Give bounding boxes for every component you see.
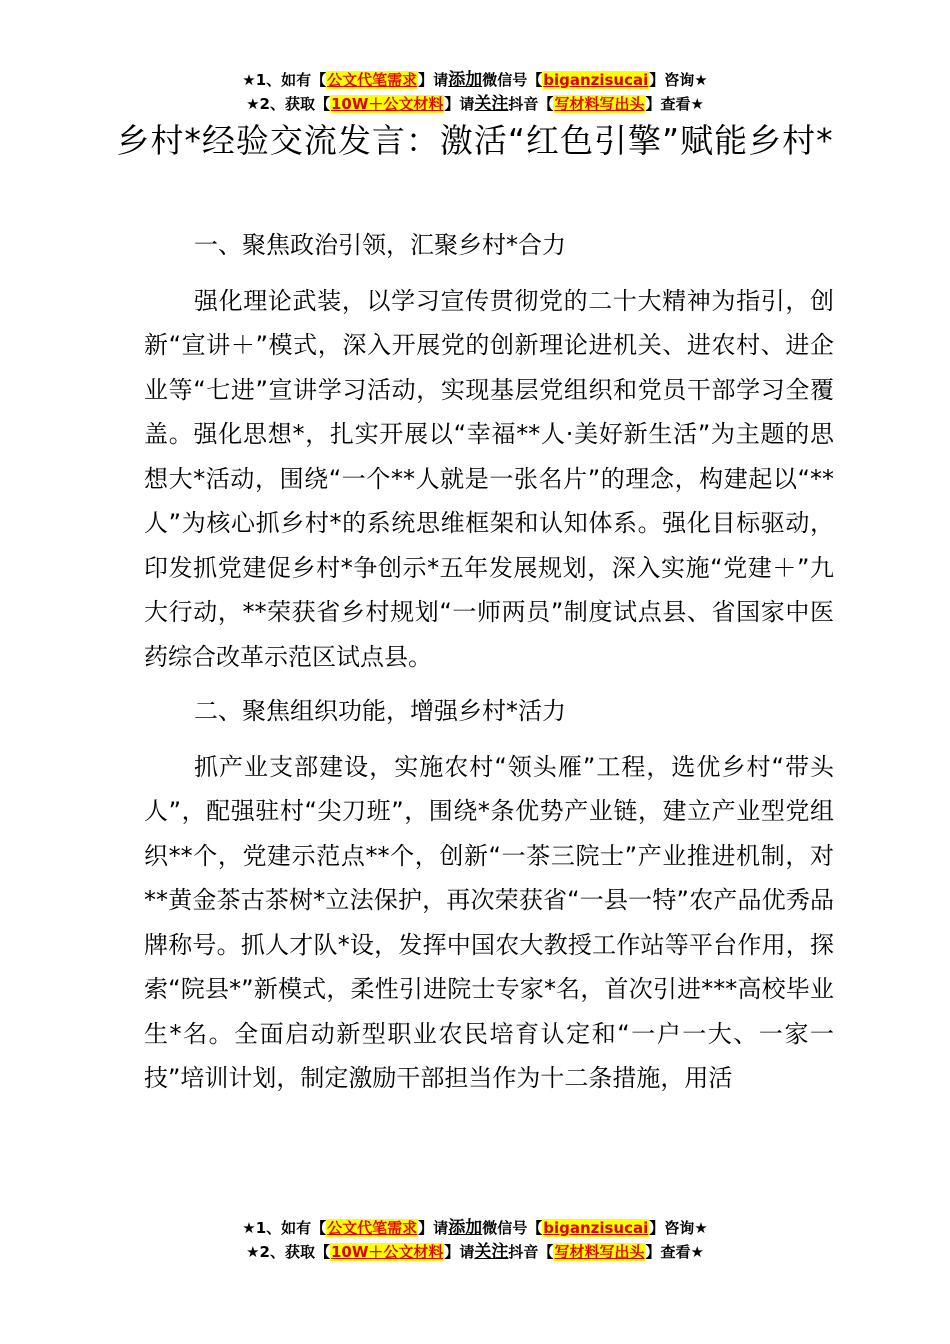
banner-text: ★2、获取【 [246,1243,330,1261]
banner-text: 】查看★ [645,1243,704,1261]
banner-text: 】咨询★ [649,71,708,89]
document-title: 乡村*经验交流发言：激活“红色引擎”赋能乡村* [116,121,834,160]
banner-text: 】查看★ [645,95,704,113]
section-paragraph: 强化理论武装，以学习宣传贯彻党的二十大精神为指引，创新“宣讲＋”模式，深入开展党的创新理论进机关、进农村、进企业等“七进”宣讲学习活动，实现基层党组织和党员干部学习全覆盖。强化思想*，扎实开展以“幸福**人·美好新生活”为主题的思想大*活动，围绕“一个**人就是一张名片”的理念，构建起以“**人”为核心抓乡村*的系统思维框架和认知体系。强化目标驱动，印发抓党建促乡村*争创示*五年发展规划，深入实施“党建＋”九大行动，**荣获省乡村规划“一师两员”制度试点县、省国家中医药综合改革示范区试点县。 [144,286,834,671]
banner-line-2 [0,92,950,116]
header-banner [0,68,950,116]
highlight-service: 公文代笔需求 [327,1219,418,1237]
banner-emphasis: 关注 [474,94,509,114]
banner-text: 微信号【 [482,1219,543,1237]
banner-text: 】咨询★ [649,1219,708,1237]
highlight-wechat-id: biganzisucai [543,1219,649,1237]
section-heading: 一、聚焦政治引领，汇聚乡村*合力 [194,231,566,259]
highlight-wechat-id: biganzisucai [543,71,649,89]
banner-text: 抖音【 [508,1243,554,1261]
banner-text: 抖音【 [508,95,554,113]
banner-emphasis: 添加 [448,70,483,90]
highlight-service: 公文代笔需求 [327,71,418,89]
banner-text: ★2、获取【 [246,95,330,113]
banner-line-1 [0,1216,950,1240]
banner-text: ★1、如有【 [242,71,327,89]
banner-text: ★1、如有【 [242,1219,327,1237]
highlight-douyin-account: 写材料写出头 [554,95,645,113]
banner-emphasis: 关注 [474,1242,509,1262]
banner-line-2 [0,1240,950,1264]
banner-text: 微信号【 [482,71,543,89]
banner-text: 】请 [418,1219,449,1237]
section-heading: 二、聚焦组织功能，增强乡村*活力 [194,697,566,725]
banner-text: 】请 [444,95,475,113]
highlight-materials: 10W＋公文材料 [330,1243,444,1261]
section-paragraph: 抓产业支部建设，实施农村“领头雁”工程，选优乡村“带头人”，配强驻村“尖刀班”，围绕*条优势产业链，建立产业型党组织**个，党建示范点**个，创新“一茶三院士”产业推进机制，对**黄金茶古茶树*立法保护，再次荣获省“一县一特”农产品优秀品牌称号。抓人才队*设，发挥中国农大教授工作站等平台作用，探索“院县*”新模式，柔性引进院士专家*名，首次引进***高校毕业生*名。全面启动新型职业农民培育认定和“一户一大、一家一技”培训计划，制定激励干部担当作为十二条措施，用活 [144,752,834,1092]
banner-line-1 [0,68,950,92]
banner-text: 】请 [444,1243,475,1261]
highlight-douyin-account: 写材料写出头 [554,1243,645,1261]
footer-banner [0,1216,950,1264]
banner-text: 】请 [418,71,449,89]
document-body [144,222,834,1111]
banner-emphasis: 添加 [448,1218,483,1238]
highlight-materials: 10W＋公文材料 [330,95,444,113]
